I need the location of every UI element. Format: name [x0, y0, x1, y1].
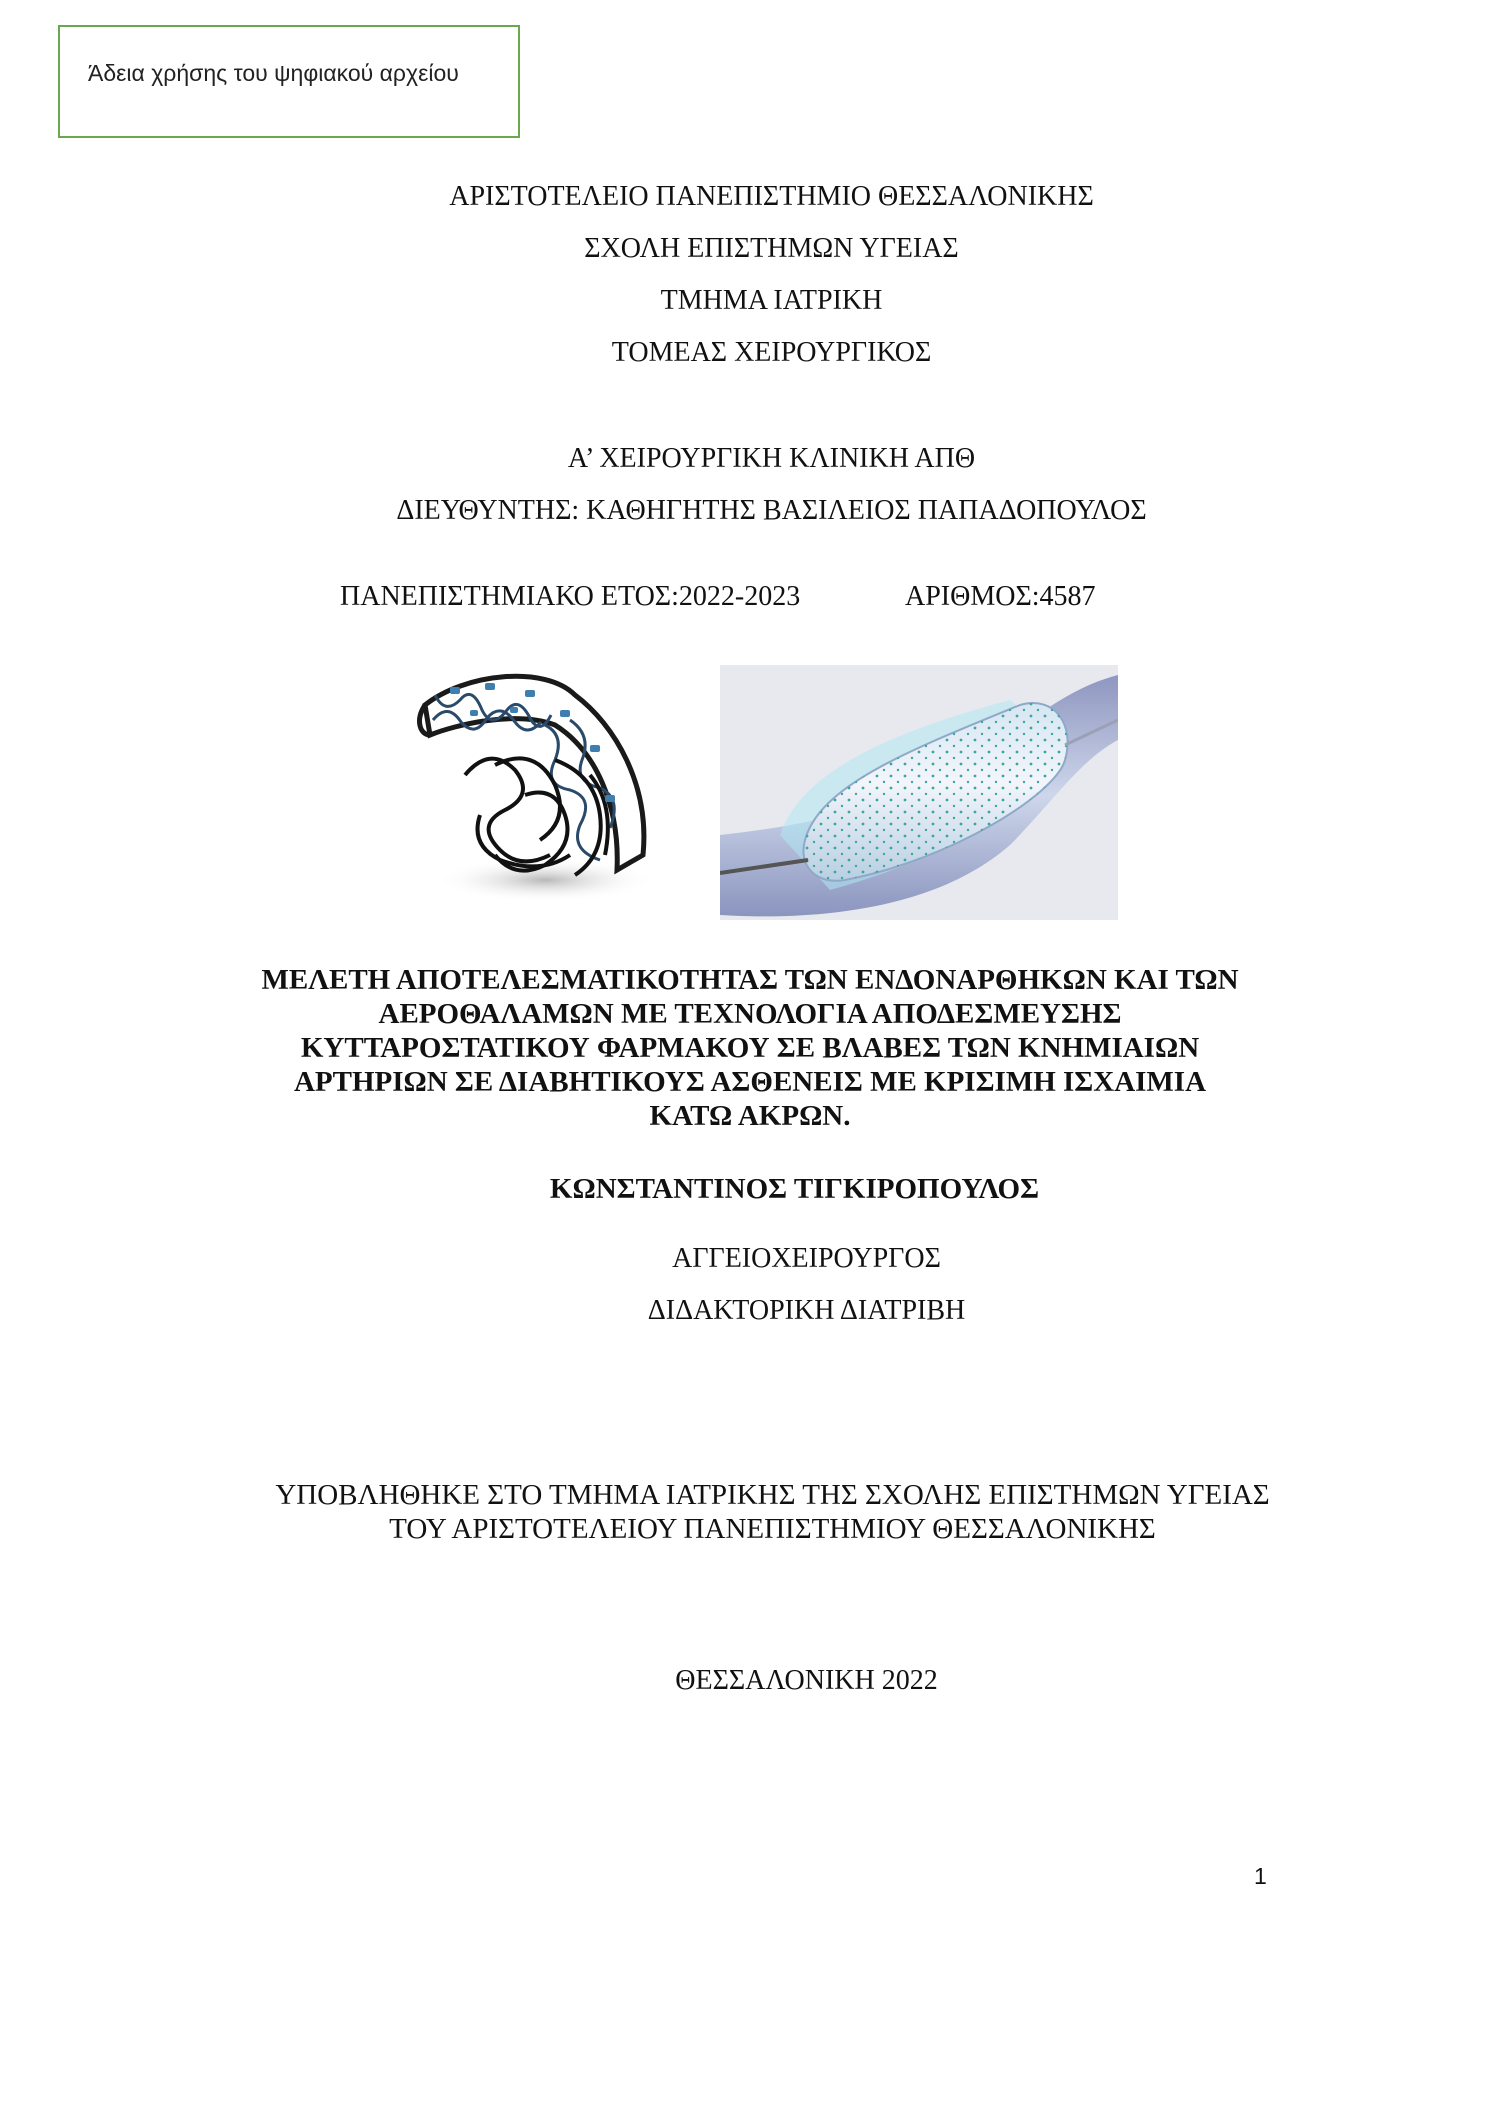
university-name: ΑΡΙΣΤΟΤΕΛΕΙΟ ΠΑΝΕΠΙΣΤΗΜΙΟ ΘΕΣΣΑΛΟΝΙΚΗΣ: [449, 181, 1094, 212]
clinic-name: Α’ ΧΕΙΡΟΥΡΓΙΚΗ ΚΛΙΝΙΚΗ ΑΠΘ: [567, 443, 976, 474]
academic-year: ΠΑΝΕΠΙΣΤΗΜΙΑΚΟ ΕΤΟΣ:2022-2023: [340, 581, 801, 612]
school-name: ΣΧΟΛΗ ΕΠΙΣΤΗΜΩΝ ΥΓΕΙΑΣ: [584, 233, 959, 264]
submission-line-1: ΥΠΟΒΛΗΘΗΚΕ ΣΤΟ ΤΜΗΜΑ ΙΑΤΡΙΚΗΣ ΤΗΣ ΣΧΟΛΗΣ ΕΠΙΣΤΗΜΩΝ ΥΓΕΙΑΣ: [275, 1479, 1270, 1511]
thesis-type: ΔΙΔΑΚΤΟΡΙΚΗ ΔΙΑΤΡΙΒΗ: [647, 1295, 966, 1326]
registration-number: ΑΡΙΘΜΟΣ:4587: [905, 581, 1096, 612]
place-date: ΘΕΣΣΑΛΟΝΙΚΗ 2022: [675, 1665, 938, 1696]
department-name: ΤΜΗΜΑ ΙΑΤΡΙΚΗ: [660, 285, 883, 316]
author-role: ΑΓΓΕΙΟΧΕΙΡΟΥΡΓΟΣ: [672, 1243, 941, 1274]
license-note-text: Άδεια χρήσης του ψηφιακού αρχείου: [88, 60, 459, 86]
drug-coated-balloon-illustration: [720, 665, 1118, 920]
page-number: 1: [1254, 1863, 1267, 1889]
submission-statement: [0, 1478, 1489, 1546]
license-note-box: [58, 25, 520, 138]
author-name: ΚΩΝΣΤΑΝΤΙΝΟΣ ΤΙΓΚΙΡΟΠΟΥΛΟΣ: [549, 1173, 1040, 1205]
submission-line-2: ΤΟΥ ΑΡΙΣΤΟΤΕΛΕΙΟΥ ΠΑΝΕΠΙΣΤΗΜΙΟΥ ΘΕΣΣΑΛΟΝΙΚΗΣ: [389, 1513, 1156, 1545]
sector-name: ΤΟΜΕΑΣ ΧΕΙΡΟΥΡΓΙΚΟΣ: [611, 337, 932, 368]
director-line: ΔΙΕΥΘΥΝΤΗΣ: ΚΑΘΗΓΗΤΗΣ ΒΑΣΙΛΕΙΟΣ ΠΑΠΑΔΟΠΟΥΛΟΣ: [396, 495, 1147, 526]
thesis-title: ΜΕΛΕΤΗ ΑΠΟΤΕΛΕΣΜΑΤΙΚΟΤΗΤΑΣ ΤΩΝ ΕΝΔΟΝΑΡΘΗΚΩΝ ΚΑΙ ΤΩΝ ΑΕΡΟΘΑΛΑΜΩΝ ΜΕ ΤΕΧΝΟΛΟΓΙΑ ΑΠΟΔΕΣΜΕΥΣΗΣ ΚΥΤΤΑΡΟΣΤΑΤΙΚΟΥ ΦΑΡΜΑΚΟΥ ΣΕ ΒΛΑΒΕΣ ΤΩΝ ΚΝΗΜΙΑΙΩΝ ΑΡΤΗΡΙΩΝ ΣΕ ΔΙΑΒΗΤΙΚΟΥΣ ΑΣΘΕΝΕΙΣ ΜΕ ΚΡΙΣΙΜΗ ΙΣΧΑΙΜΙΑ ΚΑΤΩ ΑΚΡΩΝ.: [261, 964, 1239, 1132]
stent-illustration: [395, 665, 715, 910]
